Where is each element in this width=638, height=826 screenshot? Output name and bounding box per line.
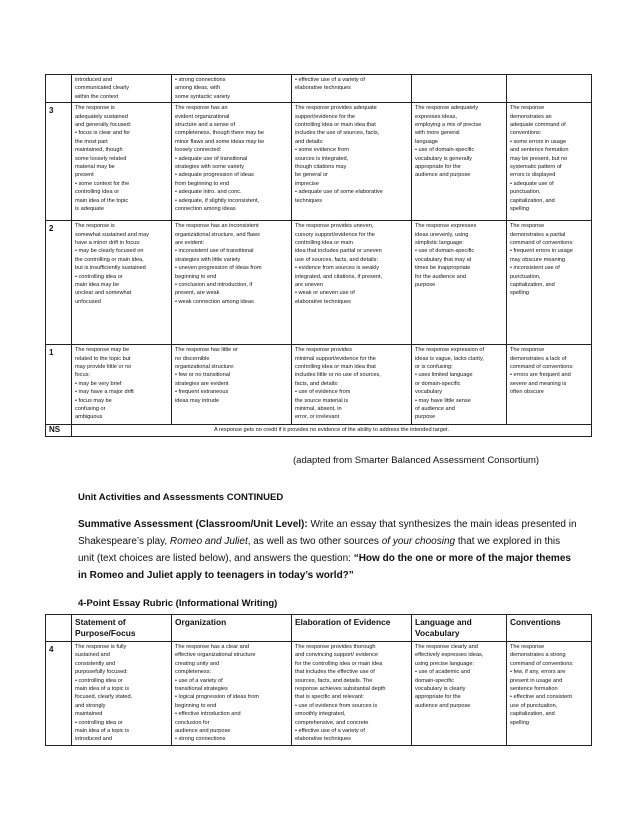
organization-cell: The response has an evident organizational structure and a sense of completeness, though there may be minor flaws and some ideas may be loosely connected: • adequate use of transitional strategies with some variety • adequate progression of ideas from beginning to end • adequate intro. and conc. • adequate, if slightly inconsistent, connection among ideas (172, 103, 292, 221)
language-cell: The response expression of ideas is vague, lacks clarity, or is confusing: • uses limited language or domain-specific vocabulary • may have little sense of audience and purpose (412, 345, 507, 425)
header-language: Language and Vocabulary (412, 615, 507, 642)
focus-cell: The response is somewhat sustained and may have a minor drift in focus: • may be clearly focused on the controlling or main idea, but is insufficiently sustained • controlling idea or main idea may be unclear and somewhat unfocused (72, 221, 172, 345)
organization-cell: The response has a clear and effective organizational structure creating unity and completeness: • use of a variety of transitional strategies • logical progression of ideas from beginning to end • effective introduction and conclusion for audience and purpose • strong connections (172, 642, 292, 746)
rubric-title: 4-Point Essay Rubric (Informational Writing) (78, 598, 278, 609)
rubric-table-continued (45, 74, 592, 437)
ns-label: NS (46, 425, 72, 436)
focus-cell: The response is fully sustained and consistently and purposefully focused: • controlling idea or main idea of a topic is focused, clearly stated, and strongly maintained • controlling idea or main idea of a topic is introduced and (72, 642, 172, 746)
header-evidence: Elaboration of Evidence (292, 615, 412, 642)
evidence-cell: The response provides minimal support/evidence for the controlling idea or main idea that includes little or no use of sources, facts, and details: • use of evidence from the source material is minimal, absent, in error, or irrelevant (292, 345, 412, 425)
header-conventions: Conventions (507, 615, 592, 642)
evidence-cell: • effective use of a variety of elaborative techniques (292, 75, 412, 103)
evidence-cell: The response provides uneven, cursory support/evidence for the controlling idea or main idea that includes partial or uneven use of sources, facts, and details: • evidence from sources is weakly integrated, and citations, if present, are uneven • weak or uneven use of elaborative techniques (292, 221, 412, 345)
focus-cell: The response may be related to the topic but may provide little or no focus: • may be very brief • may have a major drift • focus may be confusing or ambiguous (72, 345, 172, 425)
rubric-row-4 (46, 642, 592, 746)
focus-cell: The response is adequately sustained and generally focused: • focus is clear and for the most part maintained, though some loosely related material may be present • some context for the controlling idea or main idea of the topic is adequate (72, 103, 172, 221)
adapted-note: (adapted from Smarter Balanced Assessment Consortium) (293, 455, 540, 466)
section-heading: Unit Activities and Assessments CONTINUED (78, 492, 284, 503)
header-row (46, 615, 592, 642)
rubric-row-ns (46, 425, 592, 436)
conventions-cell: The response demonstrates a lack of command of conventions: • errors are frequent and severe and meaning is often obscure (507, 345, 592, 425)
language-cell: The response clearly and effectively expresses ideas, using precise language: • use of academic and domain-specific vocabulary is clearly appropriate for the audience and purpose (412, 642, 507, 746)
organization-cell: The response has an inconsistent organizational structure, and flaws are evident: • inconsistent use of transitional strategies with little variety • uneven progression of ideas from beginning to end • conclusion and introduction, if present, are weak • weak connection among ideas (172, 221, 292, 345)
rubric-row-3 (46, 103, 592, 221)
focus-cell: introduced and communicated clearly within the context (72, 75, 172, 103)
evidence-cell: The response provides adequate support/evidence for the controlling idea or main idea that includes the use of sources, facts, and details: • some evidence from sources is integrated, though citations may be general or imprecise • adequate use of some elaborative techniques (292, 103, 412, 221)
header-organization: Organization (172, 615, 292, 642)
summative-text-b: , as well as two other sources (247, 536, 382, 547)
conventions-cell: The response demonstrates a strong command of conventions: • few, if any, errors are present in usage and sentence formation • effective and consistent use of punctuation, capitalization, and spelling (507, 642, 592, 746)
play-title: Romeo and Juliet (169, 536, 248, 547)
header-purpose-focus: Statement of Purpose/Focus (72, 615, 172, 642)
header-score (46, 615, 72, 642)
summative-text-c: that we explored in this unit (text choices are listed below), and answers the question: (78, 536, 561, 564)
continuation-row (46, 75, 592, 103)
score-cell: 2 (46, 221, 72, 345)
summative-text-a: Write an essay that synthesizes the main ideas presented in Shakespeare’s play, (78, 519, 577, 547)
essay-rubric-table (45, 614, 592, 746)
organization-cell: The response has little or no discernible organizational structure: • few or no transitional strategies are evident • frequent extraneous ideas may intrude (172, 345, 292, 425)
summative-assessment-paragraph (78, 516, 578, 584)
language-cell: The response expresses ideas unevenly, using simplistic language: • use of domain-specific vocabulary that may at times be inappropriate for the audience and purpose (412, 221, 507, 345)
summative-question: “How do the one or more of the major themes in Romeo and Juliet apply to teenagers in today’s world?” (78, 553, 571, 581)
summative-label: Summative Assessment (Classroom/Unit Level): (78, 519, 308, 530)
your-choosing: of your choosing (381, 536, 456, 547)
language-cell: The response adequately expresses ideas, employing a mix of precise with more general language • use of domain-specific vocabulary is generally appropriate for the audience and purpose (412, 103, 507, 221)
score-cell: 3 (46, 103, 72, 221)
organization-cell: • strong connections among ideas, with some syntactic variety (172, 75, 292, 103)
score-cell: 4 (46, 642, 72, 746)
conventions-cell: The response demonstrates a partial command of conventions: • frequent errors in usage may obscure meaning • inconsistent use of punctuation, capitalization, and spelling (507, 221, 592, 345)
rubric-row-1 (46, 345, 592, 425)
ns-text: A response gets no credit if it provides no evidence of the ability to address the intended target. (72, 425, 592, 436)
score-cell (46, 75, 72, 103)
conventions-cell: The response demonstrates an adequate command of conventions: • some errors in usage and sentence formation may be present, but no systematic pattern of errors is displayed • adequate use of punctuation, capitalization, and spelling (507, 103, 592, 221)
language-cell (412, 75, 507, 103)
score-cell: 1 (46, 345, 72, 425)
evidence-cell: The response provides thorough and convincing support/ evidence for the controlling idea or main idea that includes the effective use of sources, facts, and details. The response achieves substantial depth that is specific and relevant: • use of evidence from sources is smoothly integrated, comprehensive, and concrete • effective use of a variety of elaborative techniques (292, 642, 412, 746)
rubric-row-2 (46, 221, 592, 345)
conventions-cell (507, 75, 592, 103)
